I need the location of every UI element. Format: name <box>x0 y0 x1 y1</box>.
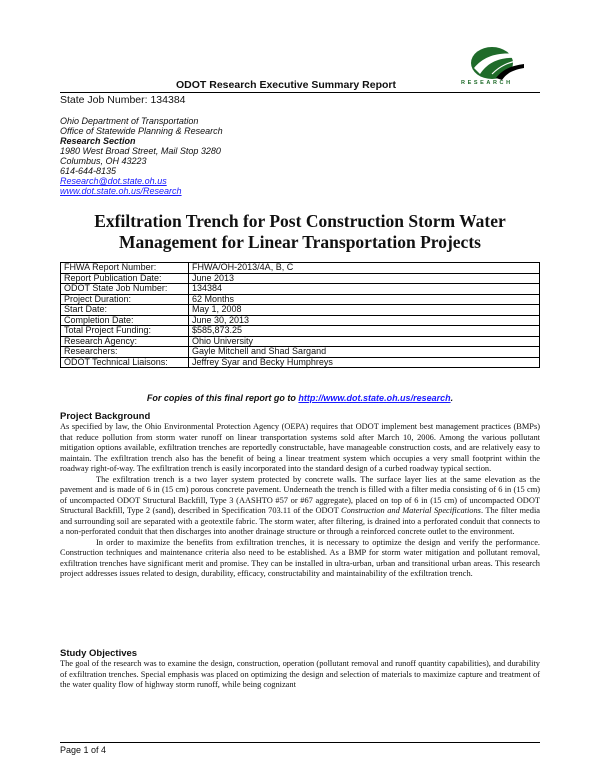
info-row <box>61 336 540 347</box>
background-paragraph-1: As specified by law, the Ohio Environmental Protection Agency (OEPA) requires that ODOT implement best management practices (BMPs) that reduce pollution from storm water runoff on linear transportation systems sold after March 10, 2006. Among the various pollutant mitigation options available, exfiltration trenches are reportedly constructable, have manageable construction costs, and are relatively easy to maintain. The exfiltration trench also has the benefit of being a linear treatment system which occupies a very small footprint within the roadway right-of-way. The exfiltration trench is easily incorporated into the standard design of a curbed roadway typical section. <box>60 422 540 473</box>
document-title <box>60 211 540 253</box>
info-label: Start Date: <box>61 305 189 316</box>
info-label: FHWA Report Number: <box>61 263 189 274</box>
paragraph-2-text-b: . The filter media and surrounding soil are separated with a geotextile fabric. The storm water, after filtering, is drained into a perforated conduit that connects to a non-perforated conduit that then discharges into another drainage structure or through a reinforced concrete outlet to the environment. <box>60 506 541 536</box>
info-row <box>61 305 540 316</box>
address-street: 1980 West Broad Street, Mail Stop 3280 <box>60 146 221 156</box>
info-value: Jeffrey Syar and Becky Humphreys <box>189 357 540 368</box>
info-row <box>61 315 540 326</box>
info-value: June 30, 2013 <box>189 315 540 326</box>
logo-text: RESEARCH <box>461 80 513 86</box>
state-job-number: State Job Number: 134384 <box>60 94 186 106</box>
footer-rule <box>60 742 540 743</box>
info-value: Gayle Mitchell and Shad Sargand <box>189 347 540 358</box>
spec-title: Construction and Material Specifications <box>341 506 481 515</box>
project-background-heading: Project Background <box>60 411 151 422</box>
title-line-1: Exfiltration Trench for Post Construction Storm Water <box>94 211 506 231</box>
report-info-table <box>60 262 540 368</box>
page-number: Page 1 of 4 <box>60 745 107 755</box>
info-value: 134384 <box>189 284 540 295</box>
research-link[interactable]: http://www.dot.state.oh.us/research <box>298 393 451 403</box>
info-value: June 2013 <box>189 273 540 284</box>
background-paragraph-2 <box>60 475 540 538</box>
address-agency: Ohio Department of Transportation <box>60 116 199 126</box>
info-row <box>61 294 540 305</box>
copies-note <box>60 393 540 403</box>
info-value: FHWA/OH-2013/4A, B, C <box>189 263 540 274</box>
info-value: Ohio University <box>189 336 540 347</box>
website-link[interactable]: www.dot.state.oh.us/Research <box>60 186 182 196</box>
email-link[interactable]: Research@dot.state.oh.us <box>60 176 167 186</box>
study-objectives-text <box>60 659 540 691</box>
info-label: Report Publication Date: <box>61 273 189 284</box>
study-objectives-heading: Study Objectives <box>60 648 138 659</box>
project-background-text <box>60 422 540 580</box>
address-phone: 614-644-8135 <box>60 166 117 176</box>
copies-prefix: For copies of this final report go to <box>146 393 299 403</box>
address-section: Research Section <box>60 136 136 146</box>
address-office: Office of Statewide Planning & Research <box>60 126 223 136</box>
info-label: Research Agency: <box>61 336 189 347</box>
info-label: Total Project Funding: <box>61 326 189 337</box>
info-label: ODOT State Job Number: <box>61 284 189 295</box>
address-city: Columbus, OH 43223 <box>60 156 147 166</box>
info-value: May 1, 2008 <box>189 305 540 316</box>
info-value: $585,873.25 <box>189 326 540 337</box>
info-row <box>61 357 540 368</box>
paragraph-2-text-a: The exfiltration trench is a two layer system protected by concrete walls. The surface layer lies at the same elevation as the pavement and is made of 6 in (15 cm) porous concrete pavement. Underneath the trench is filled with a filter media consisting of 6 in (15 cm) of uncompacted ODOT Structural Backfill, Type 3 (AASHTO #57 or #67 aggregate), placed on top of 6 in (15 cm) of uncompacted ODOT Structural Backfill, Type 2 (sand), described in Specification 703.11 of the ODOT <box>60 474 540 515</box>
info-row <box>61 273 540 284</box>
background-paragraph-3: In order to maximize the benefits from exfiltration trenches, it is necessary to optimize the design and verify the performance. Construction techniques and maintenance criteria also need to be established. As a BMP for storm water mitigation and pollutant removal, exfiltration trenches have significant merit and promise. They can be installed in ultra-urban, urban and transitional urban areas. This research project addresses issues related to design, durability, efficacy, constructability and maintainability of the exfiltration trench. <box>60 537 540 578</box>
info-row <box>61 347 540 358</box>
info-value: 62 Months <box>189 294 540 305</box>
report-title: ODOT Research Executive Summary Report <box>176 79 396 91</box>
info-row <box>61 326 540 337</box>
info-label: Completion Date: <box>61 315 189 326</box>
copies-suffix: . <box>450 393 454 403</box>
address-block <box>60 116 223 196</box>
objectives-paragraph-1: The goal of the research was to examine the design, construction, operation (pollutant removal and runoff quantity capabilities), and durability of exfiltration trenches. Special emphasis was placed on optimizing the design and selection of materials to maximize capture and treatment of the water quality flow of highway storm runoff, while being cognizant <box>60 659 540 689</box>
title-line-2: Management for Linear Transportation Projects <box>119 232 481 252</box>
info-label: ODOT Technical Liaisons: <box>61 357 189 368</box>
header-rule <box>60 92 540 93</box>
info-row <box>61 284 540 295</box>
info-row <box>61 263 540 274</box>
info-label: Project Duration: <box>61 294 189 305</box>
info-label: Researchers: <box>61 347 189 358</box>
